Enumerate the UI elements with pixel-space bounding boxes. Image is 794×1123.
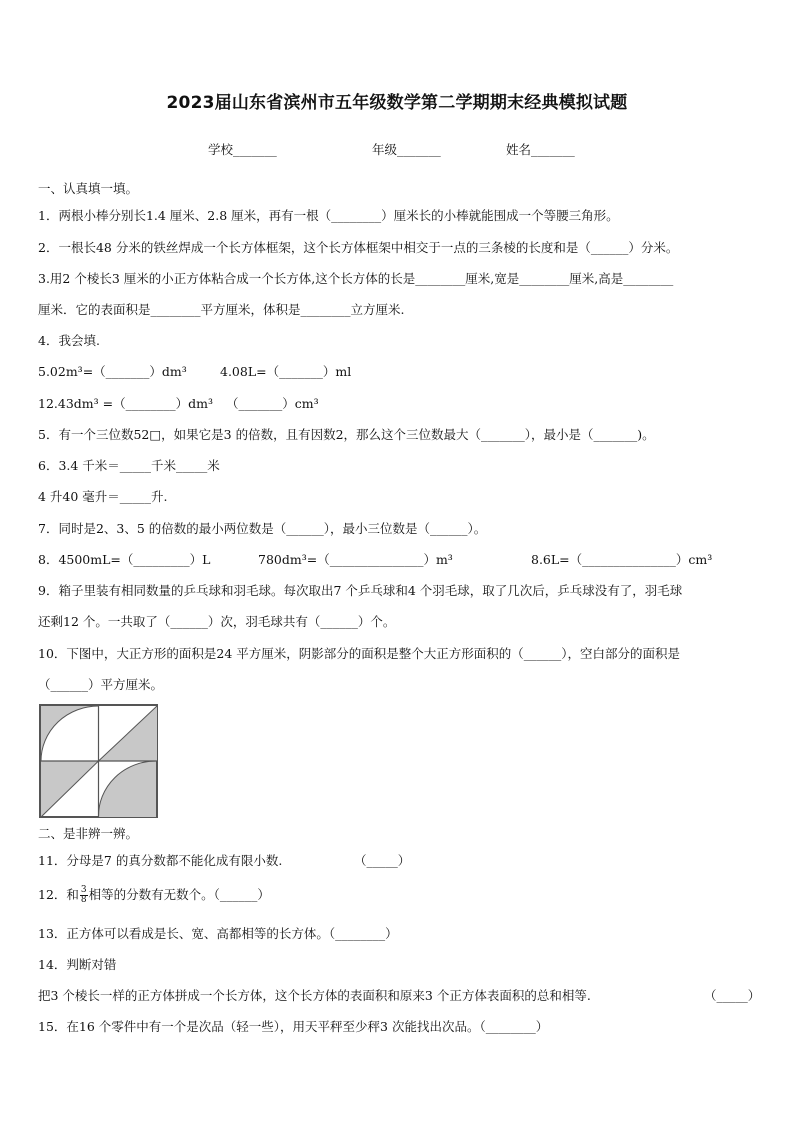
question-4-item-b1: 12.43dm³ =（________）dm³ bbox=[38, 396, 213, 411]
question-7: 7．同时是2、3、5 的倍数的最小两位数是（______），最小三位数是（______）。 bbox=[38, 521, 487, 536]
fraction-denominator: 8 bbox=[80, 895, 87, 905]
question-8-item-b: 780dm³=（_______________）m³ bbox=[258, 552, 453, 567]
question-15: 15．在16 个零件中有一个是次品（轻一些），用天平秤至少秤3 次能找出次品。（________） bbox=[38, 1019, 549, 1034]
question-8-item-a: 8．4500mL=（_________）L bbox=[38, 552, 211, 567]
question-4: 4．我会填. bbox=[38, 333, 100, 348]
question-5: 5．有一个三位数52□，如果它是3 的倍数，且有因数2，那么这个三位数最大（_______），最小是（_______)。 bbox=[38, 427, 655, 442]
question-14-statement: 把3 个棱长一样的正方体拼成一个长方体，这个长方体的表面积和原来3 个正方体表面积的总和相等. bbox=[38, 988, 591, 1003]
section-heading-1: 一、认真填一填。 bbox=[38, 181, 139, 196]
question-10-line1: 10．下图中，大正方形的面积是24 平方厘米，阴影部分的面积是整个大正方形面积的（______），空白部分的面积是 bbox=[38, 646, 681, 661]
question-3-line1: 3.用2 个棱长3 厘米的小正方体粘合成一个长方体,这个长方体的长是________厘米,宽是________厘米,高是________ bbox=[38, 271, 674, 286]
question-12-prefix: 12．和 bbox=[38, 887, 79, 902]
question-11: 11．分母是7 的真分数都不能化成有限小数. bbox=[38, 853, 283, 868]
question-11-answer: （_____） bbox=[354, 853, 411, 868]
question-12-suffix: 相等的分数有无数个。（______） bbox=[88, 887, 270, 902]
question-1: 1．两根小棒分别长1.4 厘米、2.8 厘米，再有一根（________）厘米长的小棒就能围成一个等腰三角形。 bbox=[38, 208, 619, 223]
shaded-square-diagram bbox=[39, 704, 159, 818]
section-heading-2: 二、是非辨一辨。 bbox=[38, 826, 139, 841]
school-field: 学校_______ bbox=[208, 142, 277, 157]
question-14: 14．判断对错 bbox=[38, 957, 117, 972]
question-9-line2: 还剩12 个。一共取了（______）次，羽毛球共有（______）个。 bbox=[38, 614, 396, 629]
question-12 bbox=[38, 886, 270, 905]
grade-field: 年级_______ bbox=[372, 142, 441, 157]
name-field: 姓名_______ bbox=[506, 142, 575, 157]
question-4-item-a1: 5.02m³=（_______）dm³ bbox=[38, 364, 187, 379]
question-14-answer: （_____） bbox=[704, 988, 761, 1003]
question-2: 2．一根长48 分米的铁丝焊成一个长方体框架，这个长方体框架中相交于一点的三条棱的长度和是（______）分米。 bbox=[38, 240, 679, 255]
square-figure bbox=[39, 704, 159, 822]
question-8-item-c: 8.6L=（_______________）cm³ bbox=[531, 552, 713, 567]
question-4-item-b2: （_______）cm³ bbox=[226, 396, 319, 411]
fraction-numerator: 3 bbox=[80, 885, 87, 895]
page-title: 2023届山东省滨州市五年级数学第二学期期末经典模拟试题 bbox=[166, 93, 628, 113]
question-10-line2: （______）平方厘米。 bbox=[38, 677, 164, 692]
question-3-line2: 厘米．它的表面积是________平方厘米，体积是________立方厘米. bbox=[38, 302, 405, 317]
question-4-item-a2: 4.08L=（_______）ml bbox=[220, 364, 352, 379]
fraction-three-eighths bbox=[80, 886, 88, 905]
question-6-line2: 4 升40 毫升＝_____升. bbox=[38, 489, 168, 504]
question-6-line1: 6．3.4 千米＝_____千米_____米 bbox=[38, 458, 220, 473]
question-9-line1: 9．箱子里装有相同数量的乒乓球和羽毛球。每次取出7 个乒乓球和4 个羽毛球，取了几次后，乒乓球没有了，羽毛球 bbox=[38, 583, 683, 598]
question-13: 13．正方体可以看成是长、宽、高都相等的长方体。（________） bbox=[38, 926, 398, 941]
